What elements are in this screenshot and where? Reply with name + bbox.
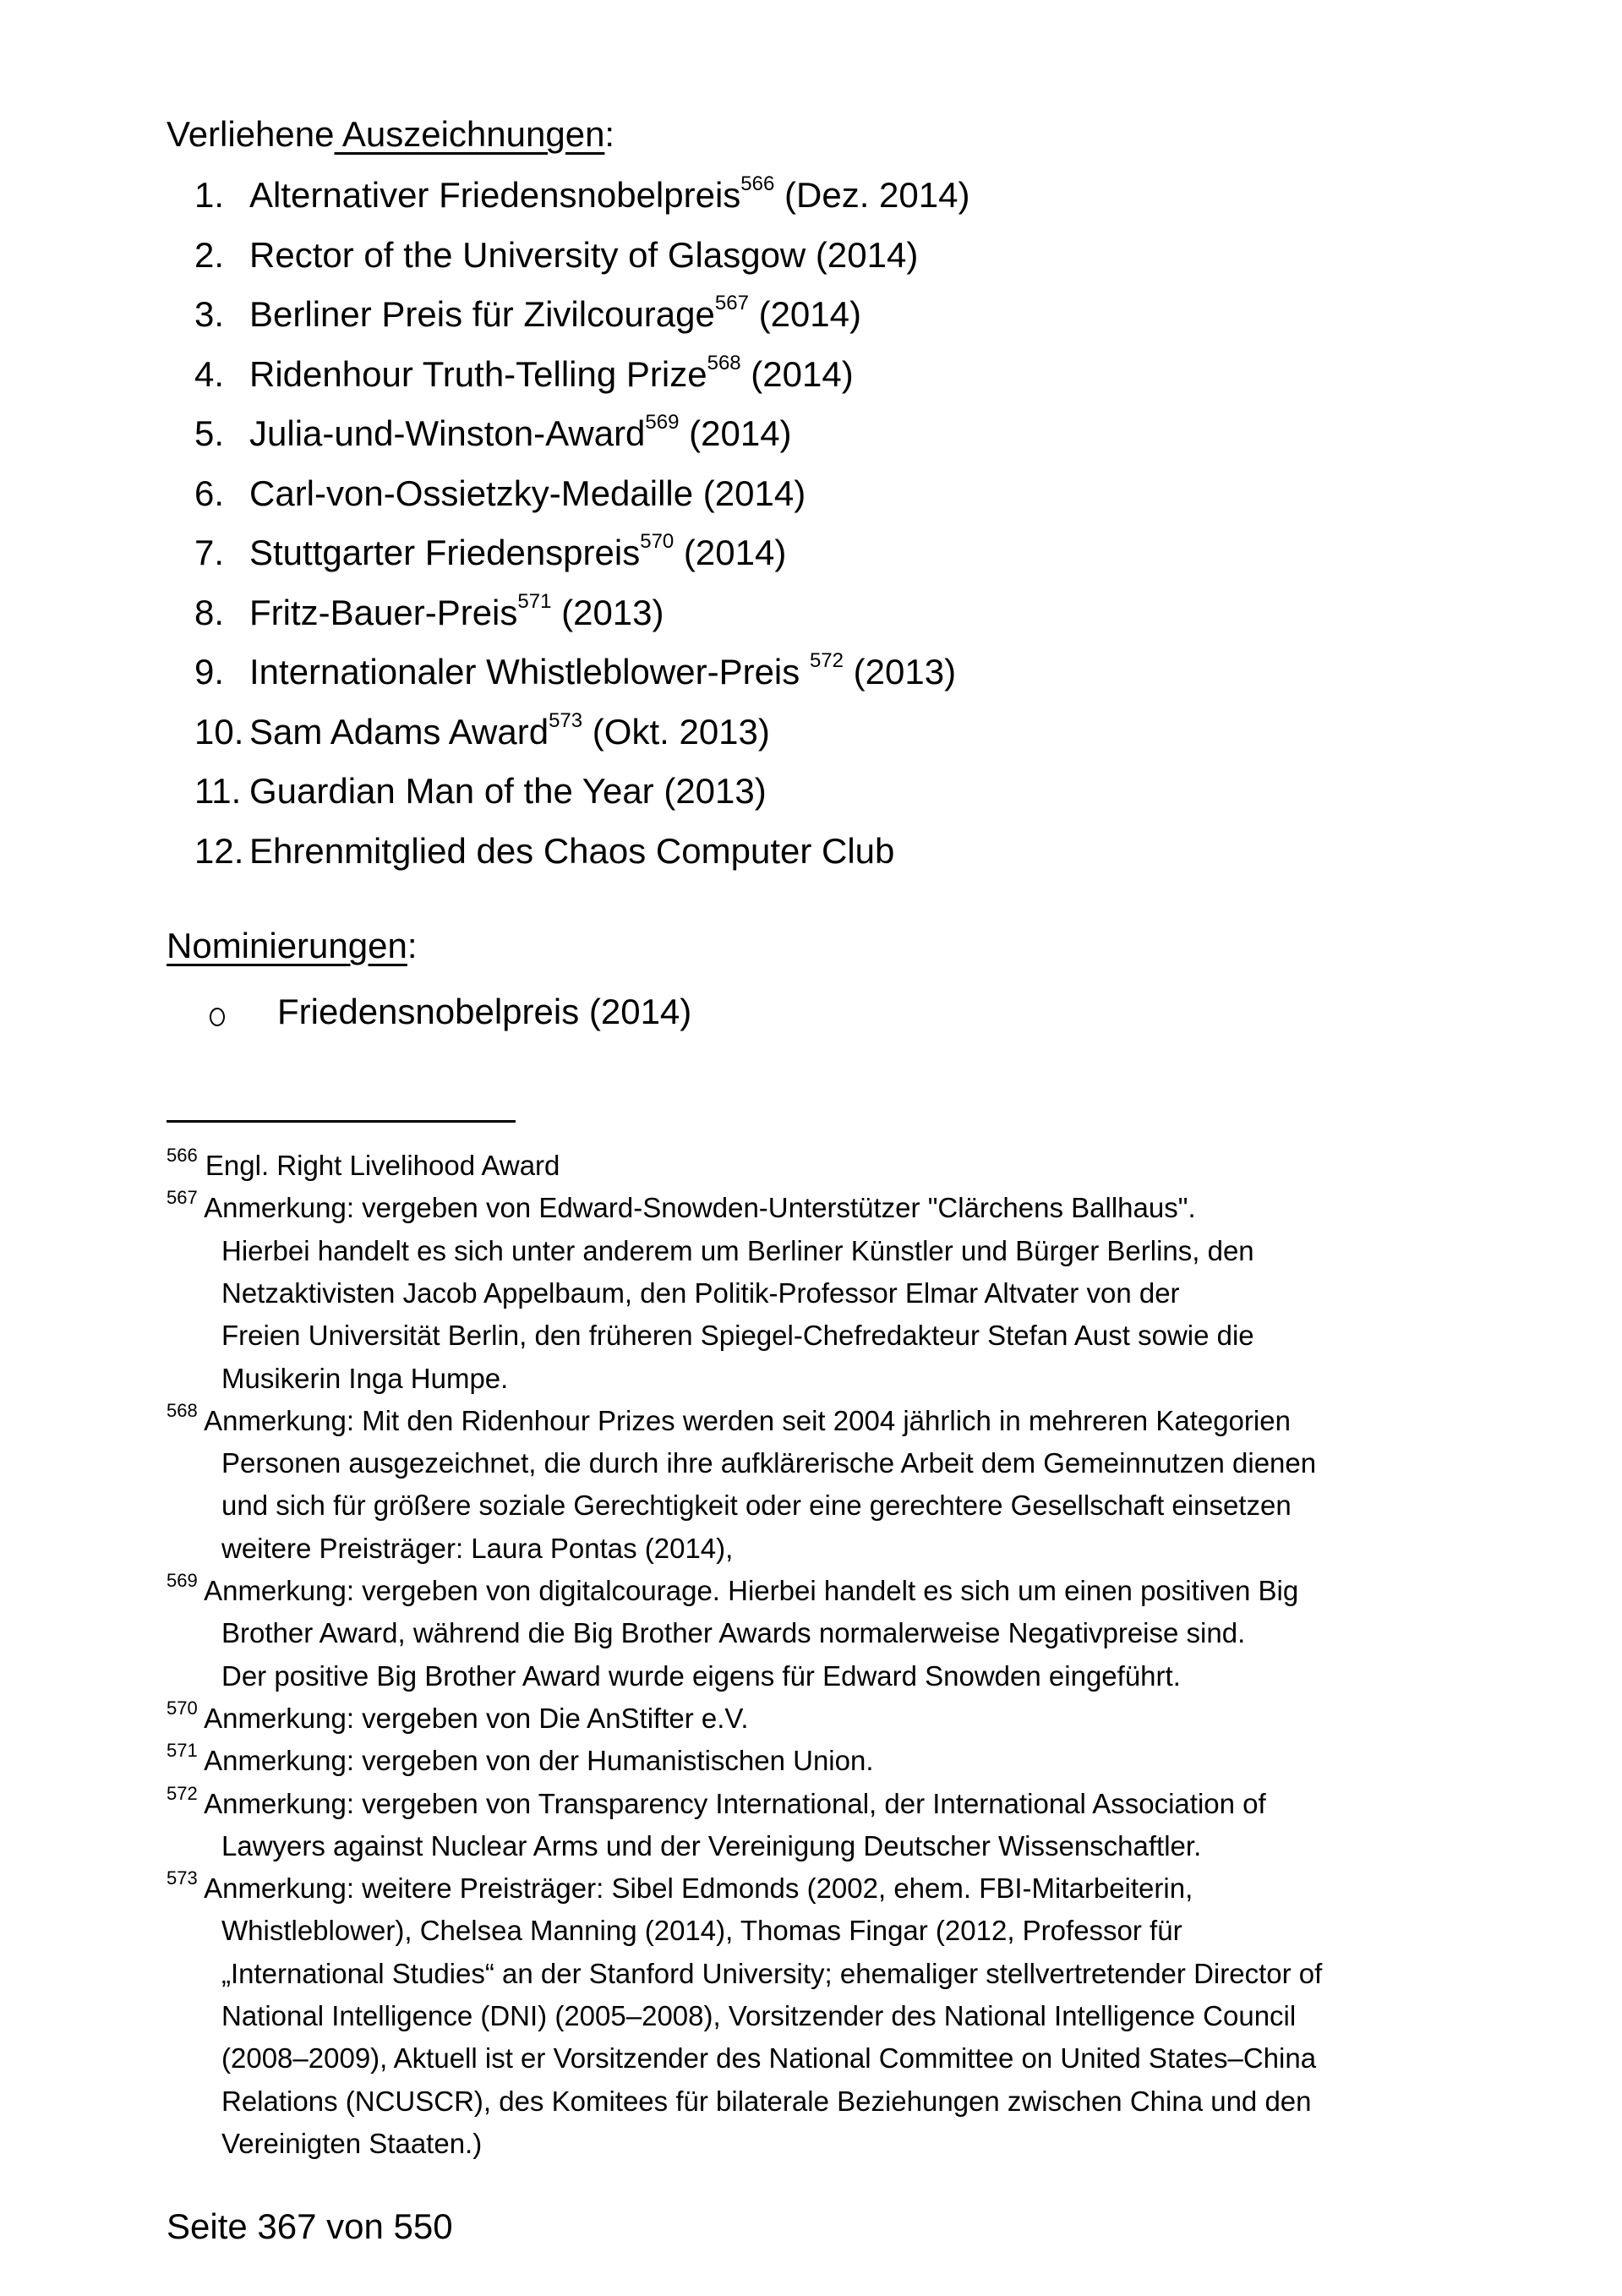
footnote-first-line — [167, 1570, 1299, 1606]
footnote-spacer — [198, 1788, 204, 1819]
footnote-text: Musikerin Inga Humpe. — [221, 1362, 509, 1394]
award-item-date: (Dez. 2014) — [774, 175, 970, 215]
footnote-number: 566 — [167, 1145, 198, 1166]
award-item-number: 6. — [194, 473, 225, 513]
award-item-text: Berliner Preis für Zivilcourage — [249, 294, 715, 334]
footnote-reference[interactable]: 569 — [645, 411, 680, 434]
footnote-continuation-line — [221, 1957, 1323, 1989]
footnote-reference[interactable]: 572 — [809, 649, 844, 672]
award-item-number: 1. — [194, 175, 225, 215]
footnote-number: 572 — [167, 1782, 198, 1804]
footnote-first-line — [167, 1697, 749, 1734]
footnote-text: Relations (NCUSCR), des Komitees für bilaterale Beziehungen zwischen China und den — [221, 2085, 1312, 2117]
footnote-text: Der positive Big Brother Award wurde eigens für Edward Snowden eingeführt. — [221, 1659, 1181, 1692]
hollow-bullet-icon — [210, 1008, 225, 1026]
nomination-item — [210, 994, 691, 1030]
award-item-text: Carl-von-Ossietzky-Medaille (2014) — [249, 473, 806, 513]
award-item — [194, 473, 806, 513]
award-item-text: Fritz-Bauer-Preis — [249, 592, 518, 632]
award-item-date: (2013) — [551, 592, 664, 632]
footnote-reference[interactable]: 573 — [549, 708, 583, 732]
footnote-text: Netzaktivisten Jacob Appelbaum, den Politik-Professor Elmar Altvater von der — [221, 1276, 1180, 1309]
footnote-continuation-line — [221, 1449, 1316, 1477]
footnote-continuation-line — [221, 1234, 1254, 1266]
award-item-text: Rector of the University of Glasgow (2014) — [249, 234, 919, 275]
footnote-continuation-line — [221, 1320, 1254, 1352]
award-item-number: 2. — [194, 234, 225, 275]
award-item-text: Ridenhour Truth-Telling Prize — [249, 353, 707, 394]
nominations-heading-underlined: Nominierungen — [167, 926, 407, 965]
award-item-date: (2014) — [748, 294, 861, 334]
footnote-number: 571 — [167, 1740, 198, 1762]
footnote-continuation-line — [221, 2087, 1312, 2115]
award-item — [194, 649, 957, 692]
footnote-continuation-line — [221, 1659, 1181, 1692]
page-number-label: Seite 367 von 550 — [167, 2206, 453, 2246]
award-item-number: 8. — [194, 592, 225, 632]
nomination-item-text: Friedensnobelpreis (2014) — [277, 992, 692, 1031]
award-item — [194, 411, 792, 453]
award-item — [194, 351, 854, 394]
footnote-separator — [167, 1120, 516, 1123]
footnote-first-line — [167, 1399, 1291, 1436]
footnote-text: Anmerkung: weitere Preisträger: Sibel Edmonds (2002, ehem. FBI-Mitarbeiterin, — [204, 1872, 1193, 1905]
footnote-number: 570 — [167, 1697, 198, 1719]
footnote-spacer — [198, 1872, 204, 1904]
footnote-text: National Intelligence (DNI) (2005–2008), Vorsitzender des National Intelligence Council — [221, 2000, 1297, 2031]
footnote-text: Vereinigten Staaten.) — [221, 2127, 483, 2159]
footnote-first-line — [167, 1740, 874, 1777]
awards-heading — [167, 114, 615, 154]
footnote-text: Lawyers against Nuclear Arms und der Vereinigung Deutscher Wissenschaftler. — [221, 1829, 1202, 1861]
award-item-date: (2013) — [843, 652, 957, 692]
footnote-first-line — [167, 1145, 560, 1181]
footnote-number: 569 — [167, 1570, 198, 1591]
award-item-number: 4. — [194, 353, 225, 394]
award-item-text: Internationaler Whistleblower-Preis — [249, 652, 810, 692]
award-item-number: 7. — [194, 533, 225, 572]
footnote-number: 568 — [167, 1399, 198, 1421]
awards-heading-colon: : — [604, 114, 615, 154]
footnote-continuation-line — [221, 1915, 1182, 1947]
footnote-text: Anmerkung: vergeben von Die AnStifter e.V. — [204, 1702, 749, 1734]
footnote-text: „International Studies“ an der Stanford University; ehemaliger stellvertretender Director of — [221, 1957, 1323, 1989]
footnote-number: 573 — [167, 1867, 198, 1889]
footnote-text: Hierbei handelt es sich unter anderem um Berliner Künstler und Bürger Berlins, den — [221, 1234, 1254, 1266]
award-item-date: (2014) — [740, 353, 854, 394]
award-item-number: 3. — [194, 294, 225, 334]
award-item-number: 11. — [194, 771, 242, 811]
footnote-continuation-line — [221, 2129, 482, 2157]
footnote-text: und sich für größere soziale Gerechtigkeit oder eine gerechtere Gesellschaft einsetzen — [221, 1490, 1292, 1522]
footnote-spacer — [198, 1703, 204, 1734]
award-item-number: 10. — [194, 711, 244, 752]
award-item-date: (Okt. 2013) — [582, 711, 770, 752]
award-item-text: Alternativer Friedensnobelpreis — [249, 175, 741, 215]
award-item-date: (2014) — [679, 413, 792, 453]
footnote-reference[interactable]: 568 — [707, 351, 741, 374]
award-item-text: Stuttgarter Friedenspreis — [249, 533, 641, 572]
footnote-spacer — [198, 1150, 205, 1181]
footnote-reference[interactable]: 567 — [714, 292, 749, 314]
award-item — [194, 172, 970, 215]
footnote-text: weitere Preisträger: Laura Pontas (2014), — [221, 1532, 734, 1564]
footnote-text: Engl. Right Livelihood Award — [205, 1150, 560, 1181]
award-item-number: 9. — [194, 652, 225, 692]
footnote-continuation-line — [221, 2002, 1296, 2030]
footnote-text: (2008–2009), Aktuell ist er Vorsitzender des National Committee on United States–China — [221, 2042, 1317, 2075]
footnote-spacer — [198, 1192, 204, 1223]
footnote-spacer — [198, 1575, 204, 1606]
footnote-continuation-line — [221, 1829, 1202, 1861]
nominations-heading — [167, 928, 418, 964]
footnote-text: Anmerkung: vergeben von Transparency International, der International Association of — [204, 1787, 1266, 1819]
footnote-text: Freien Universität Berlin, den früheren Spiegel-Chefredakteur Stefan Aust sowie die — [221, 1320, 1254, 1352]
footnote-continuation-line — [221, 1276, 1180, 1309]
footnote-continuation-line — [221, 1490, 1292, 1522]
footnote-reference[interactable]: 571 — [517, 589, 552, 613]
award-item-text: Guardian Man of the Year (2013) — [249, 771, 767, 811]
footnote-text: Personen ausgezeichnet, die durch ihre aufklärerische Arbeit dem Gemeinnutzen dienen — [221, 1447, 1317, 1479]
footnote-continuation-line — [221, 2042, 1317, 2075]
award-item — [194, 589, 664, 632]
footnote-number: 567 — [167, 1187, 198, 1209]
award-item — [194, 830, 895, 871]
award-item — [194, 708, 770, 752]
award-item-text: Sam Adams Award — [249, 711, 549, 752]
award-item — [194, 530, 787, 572]
award-item — [194, 234, 919, 275]
footnote-text: Anmerkung: Mit den Ridenhour Prizes werden seit 2004 jährlich in mehreren Kategorien — [204, 1404, 1291, 1436]
nominations-heading-colon: : — [407, 926, 418, 965]
footnote-first-line — [167, 1187, 1196, 1224]
award-item-text: Ehrenmitglied des Chaos Computer Club — [249, 830, 895, 871]
award-item — [194, 771, 767, 811]
footnote-reference[interactable]: 566 — [740, 172, 775, 195]
page-footer — [167, 2206, 453, 2246]
award-item — [194, 292, 861, 334]
award-item-text: Julia-und-Winston-Award — [249, 413, 646, 453]
footnote-continuation-line — [221, 1619, 1245, 1647]
footnote-first-line — [167, 1782, 1266, 1819]
footnote-continuation-line — [221, 1534, 733, 1562]
footnote-spacer — [198, 1745, 204, 1776]
footnote-text: Anmerkung: vergeben von Edward-Snowden-Unterstützer "Clärchens Ballhaus". — [204, 1192, 1196, 1224]
awards-heading-underlined: Auszeichnungen — [334, 114, 605, 154]
awards-heading-prefix: Verliehene — [167, 114, 335, 154]
footnote-text: Anmerkung: vergeben von digitalcourage. Hierbei handelt es sich um einen positiven Big — [204, 1575, 1299, 1606]
footnote-text: Anmerkung: vergeben von der Humanistischen Union. — [204, 1745, 874, 1777]
footnote-reference[interactable]: 570 — [640, 530, 674, 553]
footnote-first-line — [167, 1867, 1193, 1905]
footnote-continuation-line — [221, 1364, 508, 1392]
footnote-text: Brother Award, während die Big Brother Awards normalerweise Negativpreise sind. — [221, 1617, 1246, 1649]
award-item-number: 5. — [194, 413, 225, 453]
award-item-date: (2014) — [674, 533, 787, 572]
footnote-spacer — [198, 1405, 204, 1436]
footnote-text: Whistleblower), Chelsea Manning (2014), Thomas Fingar (2012, Professor für — [221, 1915, 1182, 1947]
award-item-number: 12. — [194, 830, 244, 871]
